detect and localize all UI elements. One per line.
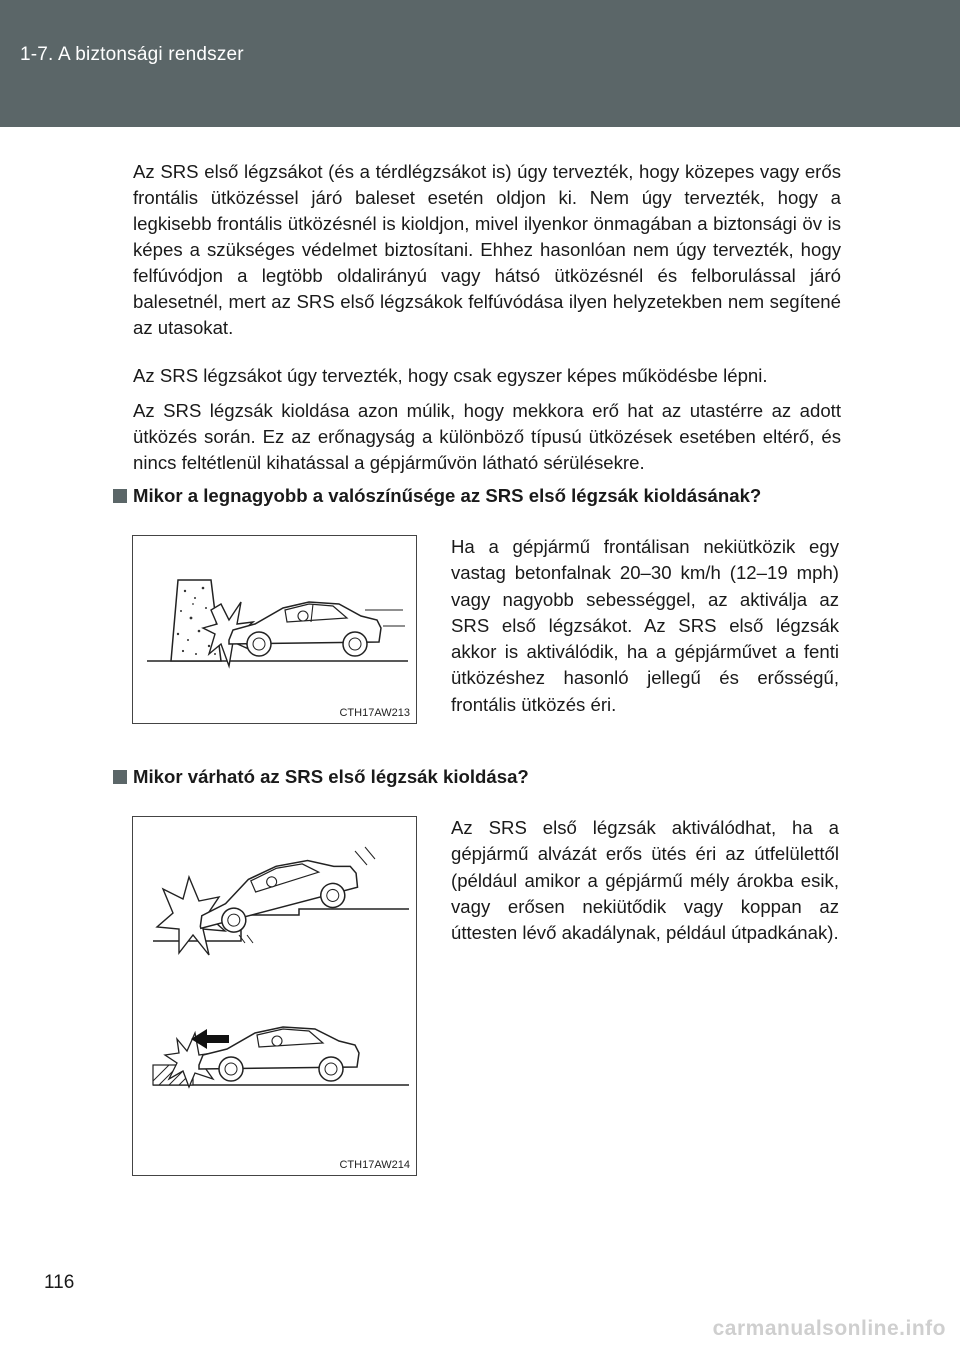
figure-undercarriage-impact	[132, 816, 417, 1176]
page-header	[0, 0, 960, 127]
section-heading-2	[113, 766, 529, 788]
header-title: 1-7. A biztonsági rendszer	[20, 44, 244, 65]
figure-wall-crash	[132, 535, 417, 724]
undercarriage-impact-illustration	[133, 817, 416, 1175]
intro-paragraph-2: Az SRS légzsákot úgy tervezték, hogy csak egyszer képes működésbe lépni.	[133, 365, 768, 386]
intro-paragraph-3: Az SRS légzsák kioldása azon múlik, hogy mekkora erő hat az utastérre az adott ütközés során. Ez az erőnagyság a különböző típusú ütközések esetében eltérő, és nincs feltétlenül kihatással a gépjárművön látható sérülésekre.	[133, 400, 841, 473]
watermark: carmanualsonline.info	[712, 1317, 946, 1340]
bullet-square-icon	[113, 770, 127, 784]
figure-code-1: CTH17AW213	[339, 707, 410, 719]
section-2-text: Az SRS első légzsák aktiválódhat, ha a gépjármű alvázát erős ütés éri az útfelülettől (például amikor a gépjármű mély árokba esik, vagy erősen nekiütődik vagy koppan az úttesten lévő akadálynak, például útpadkának).	[451, 817, 839, 944]
page-number: 116	[44, 1272, 75, 1293]
bullet-square-icon	[113, 489, 127, 503]
section-1-text: Ha a gépjármű frontálisan nekiütközik egy vastag betonfalnak 20–30 km/h (12–19 mph) vagy nagyobb sebességgel, az aktiválja az SRS első légzsákot. Az SRS első légzsák akkor is aktiválódik, ha a gépjárművet a fenti ütközéshez hasonló jellegű és erősségű, frontális ütközés éri.	[451, 536, 839, 715]
section-heading-1-text: Mikor a legnagyobb a valószínűsége az SRS első légzsák kioldásának?	[133, 485, 762, 506]
section-heading-2-text: Mikor várható az SRS első légzsák kioldása?	[133, 766, 529, 787]
figure-code-2: CTH17AW214	[339, 1159, 410, 1171]
intro-paragraph-1: Az SRS első légzsákot (és a térdlégzsákot is) úgy tervezték, hogy közepes vagy erős frontális ütközéssel járó baleset esetén oldjon ki. Nem úgy tervezték, hogy a legkisebb frontális ütközésnél is kioldjon, mivel ilyenkor önmagában a biztonsági öv is képes a szükséges védelmet biztosítani. Ehhez hasonlóan nem úgy tervezték, hogy felfúvódjon a legtöbb oldalirányú vagy hátsó ütközésnél és felborulással járó balesetnél, mert az SRS első légzsákok felfúvódása ilyen helyzetekben nem segítené az utasokat.	[133, 161, 841, 338]
wall-crash-illustration	[133, 536, 416, 723]
section-heading-1	[113, 485, 761, 507]
